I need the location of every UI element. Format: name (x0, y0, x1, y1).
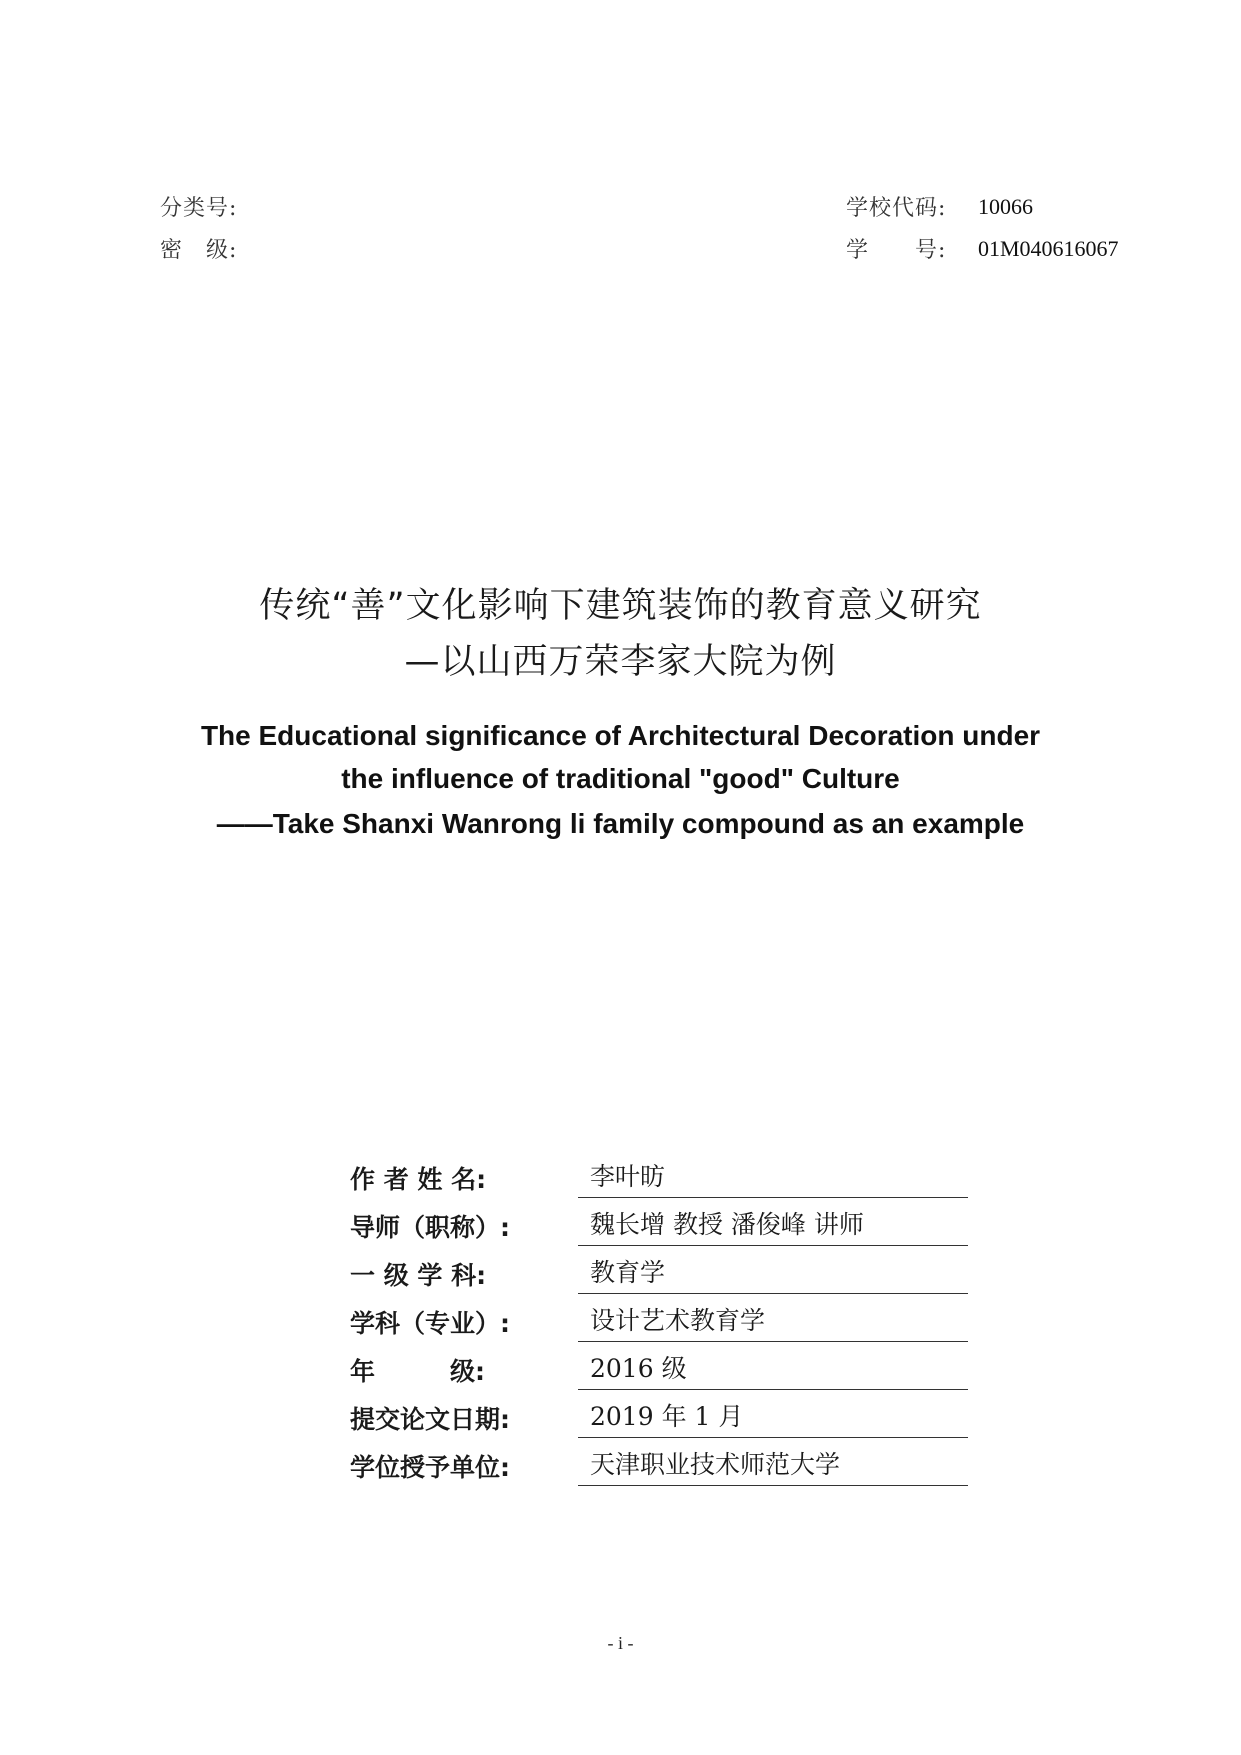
title-zh-line1: 传统“善”文化影响下建筑装饰的教育意义研究 (259, 586, 982, 626)
discipline-label: 一 级 学 科: (350, 1261, 487, 1290)
info-row-author (350, 1156, 970, 1204)
major-label: 学科（专业）: (350, 1309, 510, 1338)
thesis-info-block (350, 1156, 970, 1492)
degree-unit-value: 天津职业技术师范大学 (578, 1448, 968, 1486)
school-code-value: 10066 (978, 194, 1033, 219)
discipline-value: 教育学 (578, 1256, 968, 1294)
degree-unit-label: 学位授予单位: (350, 1453, 510, 1482)
advisor-value: 魏长增 教授 潘俊峰 讲师 (578, 1208, 968, 1246)
student-id-value: 01M040616067 (978, 236, 1119, 261)
info-row-discipline (350, 1252, 970, 1300)
title-zh-line2: —以山西万荣李家大院为例 (404, 642, 837, 682)
title-en-line1: The Educational significance of Architectural Decoration under (200, 720, 1041, 751)
title-en-line2: the influence of traditional "good" Culture (341, 763, 900, 794)
school-code-label: 学校代码: (846, 196, 947, 221)
advisor-label: 导师（职称）: (350, 1213, 510, 1242)
author-value: 李叶昉 (578, 1160, 968, 1198)
info-row-degree-unit (350, 1444, 970, 1492)
info-row-grade (350, 1348, 970, 1396)
grade-value: 2016 级 (578, 1352, 968, 1390)
grade-label: 年 级: (350, 1357, 485, 1386)
major-value: 设计艺术教育学 (578, 1304, 968, 1342)
author-label: 作 者 姓 名: (350, 1165, 487, 1194)
classification-label: 分类号: (160, 196, 238, 221)
info-row-advisor (350, 1204, 970, 1252)
secrecy-label: 密 级: (160, 238, 238, 263)
info-row-major (350, 1300, 970, 1348)
info-row-submission-date (350, 1396, 970, 1444)
submission-date-label: 提交论文日期: (350, 1405, 510, 1434)
submission-date-value: 2019 年 1 月 (578, 1400, 968, 1438)
student-id-label: 学 号: (846, 238, 947, 263)
title-en-line3: ——Take Shanxi Wanrong li family compound as an example (216, 808, 1025, 839)
page-number: - i - (607, 1633, 634, 1653)
